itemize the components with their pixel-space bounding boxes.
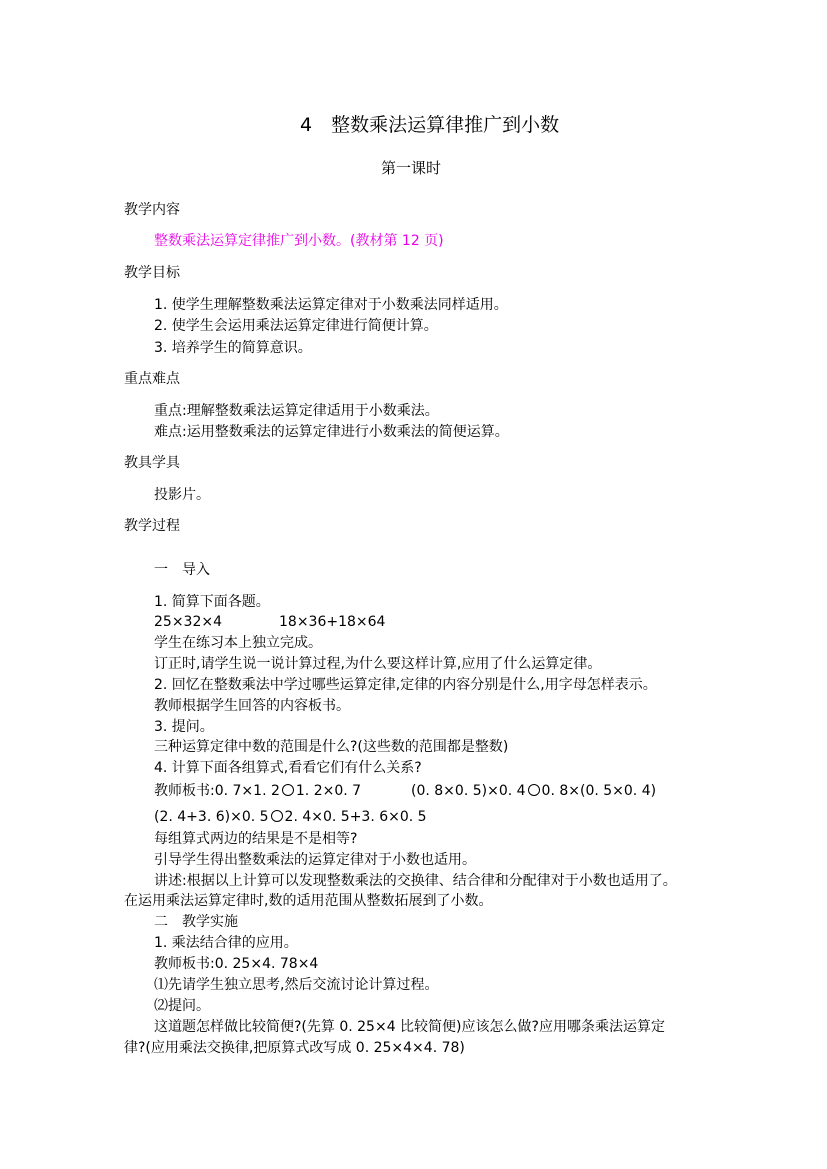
process-line: 3. 提问。 [154, 719, 214, 735]
board-c-right: 2. 4×0. 5+3. 6×0. 5 [284, 809, 427, 825]
board-c-left: (2. 4+3. 6)×0. 5 [154, 809, 269, 825]
process-line: 订正时,请学生说一说计算过程,为什么要这样计算,应用了什么运算定律。 [154, 656, 602, 672]
process-line: 在运用乘法运算定律时,数的适用范围从整数拓展到了小数。 [124, 893, 493, 909]
board-a-left: 教师板书:0. 7×1. 2 [154, 783, 280, 799]
process-line: 讲述:根据以上计算可以发现整数乘法的交换律、结合律和分配律对于小数也适用了。 [154, 873, 677, 889]
goal-item: 1. 使学生理解整数乘法运算定律对于小数乘法同样适用。 [154, 297, 508, 313]
heading-teaching-process: 教学过程 [124, 518, 180, 534]
process-line: ⑴先请学生独立思考,然后交流讨论计算过程。 [154, 977, 439, 993]
process-line: 律?(应用乘法交换律,把原算式改写成 0. 25×4×4. 78) [124, 1040, 465, 1056]
board-expression-a [154, 781, 361, 801]
board-a-right: 1. 2×0. 7 [295, 783, 362, 799]
section-implementation-title: 二 教学实施 [154, 914, 238, 930]
process-line: 引导学生得出整数乘法的运算定律对于小数也适用。 [154, 852, 476, 868]
process-line: 教师根据学生回答的内容板书。 [154, 698, 350, 714]
heading-teaching-goals: 教学目标 [124, 265, 180, 281]
compare-circle-icon [271, 810, 283, 822]
goal-item: 3. 培养学生的简算意识。 [154, 340, 312, 356]
compare-circle-icon [528, 784, 540, 796]
process-line: 1. 乘法结合律的应用。 [154, 935, 298, 951]
process-line: 三种运算定律中数的范围是什么?(这些数的范围都是整数) [154, 739, 509, 755]
teaching-tools-text: 投影片。 [154, 487, 210, 503]
process-line: 每组算式两边的结果是不是相等? [154, 831, 358, 847]
expression-2: 18×36+18×64 [279, 614, 386, 630]
process-line: ⑵提问。 [154, 998, 210, 1014]
difficult-point: 难点:运用整数乘法的运算定律进行小数乘法的简便运算。 [154, 424, 509, 440]
board-b-left: (0. 8×0. 5)×0. 4 [411, 783, 526, 799]
board-expression-b [411, 781, 656, 801]
expression-1: 25×32×4 [154, 614, 222, 630]
process-line: 这道题怎样做比较简便?(先算 0. 25×4 比较简便)应该怎么做?应用哪条乘法运算定 [154, 1019, 665, 1035]
heading-teaching-content: 教学内容 [124, 202, 180, 218]
process-line: 教师板书:0. 25×4. 78×4 [154, 956, 319, 972]
process-line: 4. 计算下面各组算式,看看它们有什么关系? [154, 760, 422, 776]
process-line: 2. 回忆在整数乘法中学过哪些运算定律,定律的内容分别是什么,用字母怎样表示。 [154, 677, 657, 693]
compare-circle-icon [282, 784, 294, 796]
page-subtitle: 第一课时 [381, 159, 442, 177]
teaching-content-text: 整数乘法运算定律推广到小数。(教材第 12 页) [154, 233, 444, 249]
goal-item: 2. 使学生会运用乘法运算定律进行简便计算。 [154, 318, 438, 334]
process-line: 1. 简算下面各题。 [154, 594, 270, 610]
heading-key-points: 重点难点 [124, 371, 180, 387]
heading-teaching-tools: 教具学具 [124, 455, 180, 471]
section-intro-title: 一 导入 [154, 562, 210, 578]
process-line: 学生在练习本上独立完成。 [154, 635, 322, 651]
board-expression-c [154, 807, 427, 827]
key-point: 重点:理解整数乘法运算定律适用于小数乘法。 [154, 403, 439, 419]
board-b-right: 0. 8×(0. 5×0. 4) [541, 783, 657, 799]
page-title: 4 整数乘法运算律推广到小数 [300, 114, 560, 136]
